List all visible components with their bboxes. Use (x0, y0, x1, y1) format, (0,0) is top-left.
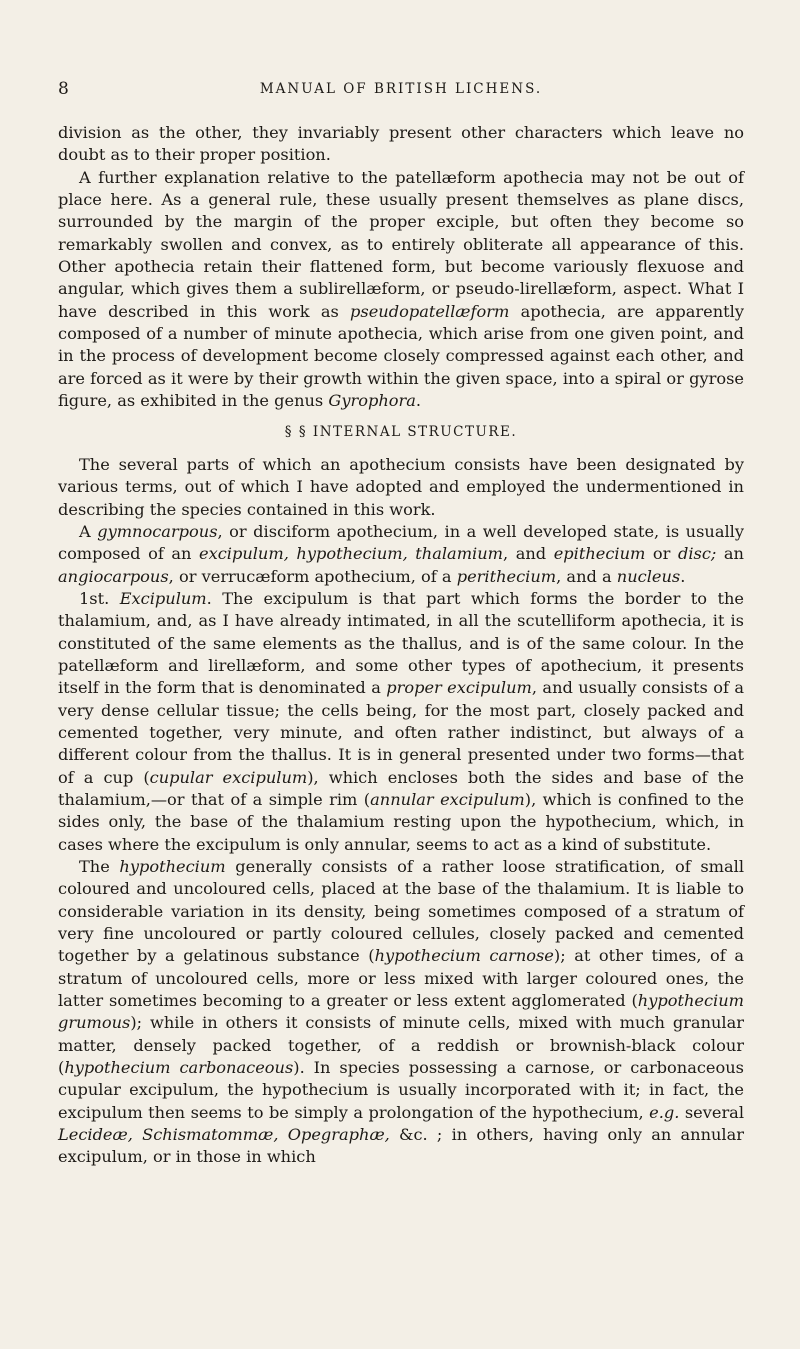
paragraph-apothecium-types: A gymnocarpous, or disciform apothecium, in a well developed state, is usually composed of an excipulum, hypothecium, thalamium, and epithecium or disc; an angiocarpous, or verrucæform apothecium, of a perithecium, and a nucleus. (58, 521, 744, 586)
paragraph-terms: The several parts of which an apothecium consists have been designated by various terms, out of which I have adopted and employed the undermentioned in describing the species contained in this work. (58, 454, 744, 519)
page-body (58, 122, 744, 1169)
running-head (58, 79, 744, 99)
paragraph-hypothecium: The hypothecium generally consists of a rather loose stratification, of small coloured and uncoloured cells, placed at the base of the thalamium. It is liable to considerable variation in its density, being sometimes composed of a stratum of very fine uncoloured or partly coloured cellules, closely packed and cemented together by a gelatinous substance (hypothecium carnose); at other times, of a stratum of uncoloured cells, more or less mixed with larger coloured ones, the latter sometimes becoming to a greater or less extent agglomerated (hypothecium grumous); while in others it consists of minute cells, mixed with much granular matter, densely packed together, of a reddish or brownish-black colour (hypothecium carbonaceous). In species possessing a carnose, or carbonaceous cupular excipulum, the hypothecium is usually incorporated with it; in fact, the excipulum then seems to be simply a prolongation of the hypothecium, e.g. several Lecideæ, Schismatommæ, Opegraphæ, &c. ; in others, having only an annular excipulum, or in those in which (58, 857, 745, 1167)
section-heading: § § INTERNAL STRUCTURE. (284, 424, 518, 441)
running-title: MANUAL OF BRITISH LICHENS. (259, 81, 543, 97)
paragraph-continuation: division as the other, they invariably present other characters which leave no doubt as to their proper position. (58, 123, 744, 165)
page-number: 8 (58, 79, 69, 99)
paragraph-excipulum: 1st. Excipulum. The excipulum is that part which forms the border to the thalamium, and, as I have already intimated, in all the scutelliform apothecia, it is constituted of the same elements as the thallus, and is of the same colour. In the patellæform and lirellæform, and some other types of apothecium, it presents itself in the form that is denominated a proper excipulum, and usually consists of a very dense cellular tissue; the cells being, for the most part, closely packed and cemented together, very minute, and often rather indistinct, but always of a different colour from the thallus. It is in general presented under two forms—that of a cup (cupular excipulum), which encloses both the sides and base of the thalamium,—or that of a simple rim (annular excipulum), which is confined to the sides only, the base of the thalamium resting upon the hypothecium, which, in cases where the excipulum is only annular, seems to act as a kind of substitute. (58, 588, 744, 854)
genus-gyrophora: Gyrophora (328, 391, 416, 411)
paragraph-patellaeform: A further explanation relative to the patellæform apothecia may not be out of place here. As a general rule, these usually present themselves as plane discs, surrounded by the margin of the proper exciple, but often they become so remarkably swollen and convex, as to entirely obliterate all appearance of this. Other apothecia retain their flattened form, but become variously flexuose and angular, which gives them a sublirellæform, or pseudo-lirellæform, aspect. What I have described in this work as pseudopatellæform apothecia, are apparently composed of a number of minute apothecia, which arise from one given point, and in the process of development become closely compressed against each other, and are forced as it were by their growth within the given space, into a spiral or gyrose figure, as exhibited in the genus Gyrophora. (58, 167, 744, 411)
term-pseudopatellaeform: pseudopatellæform (350, 301, 510, 321)
